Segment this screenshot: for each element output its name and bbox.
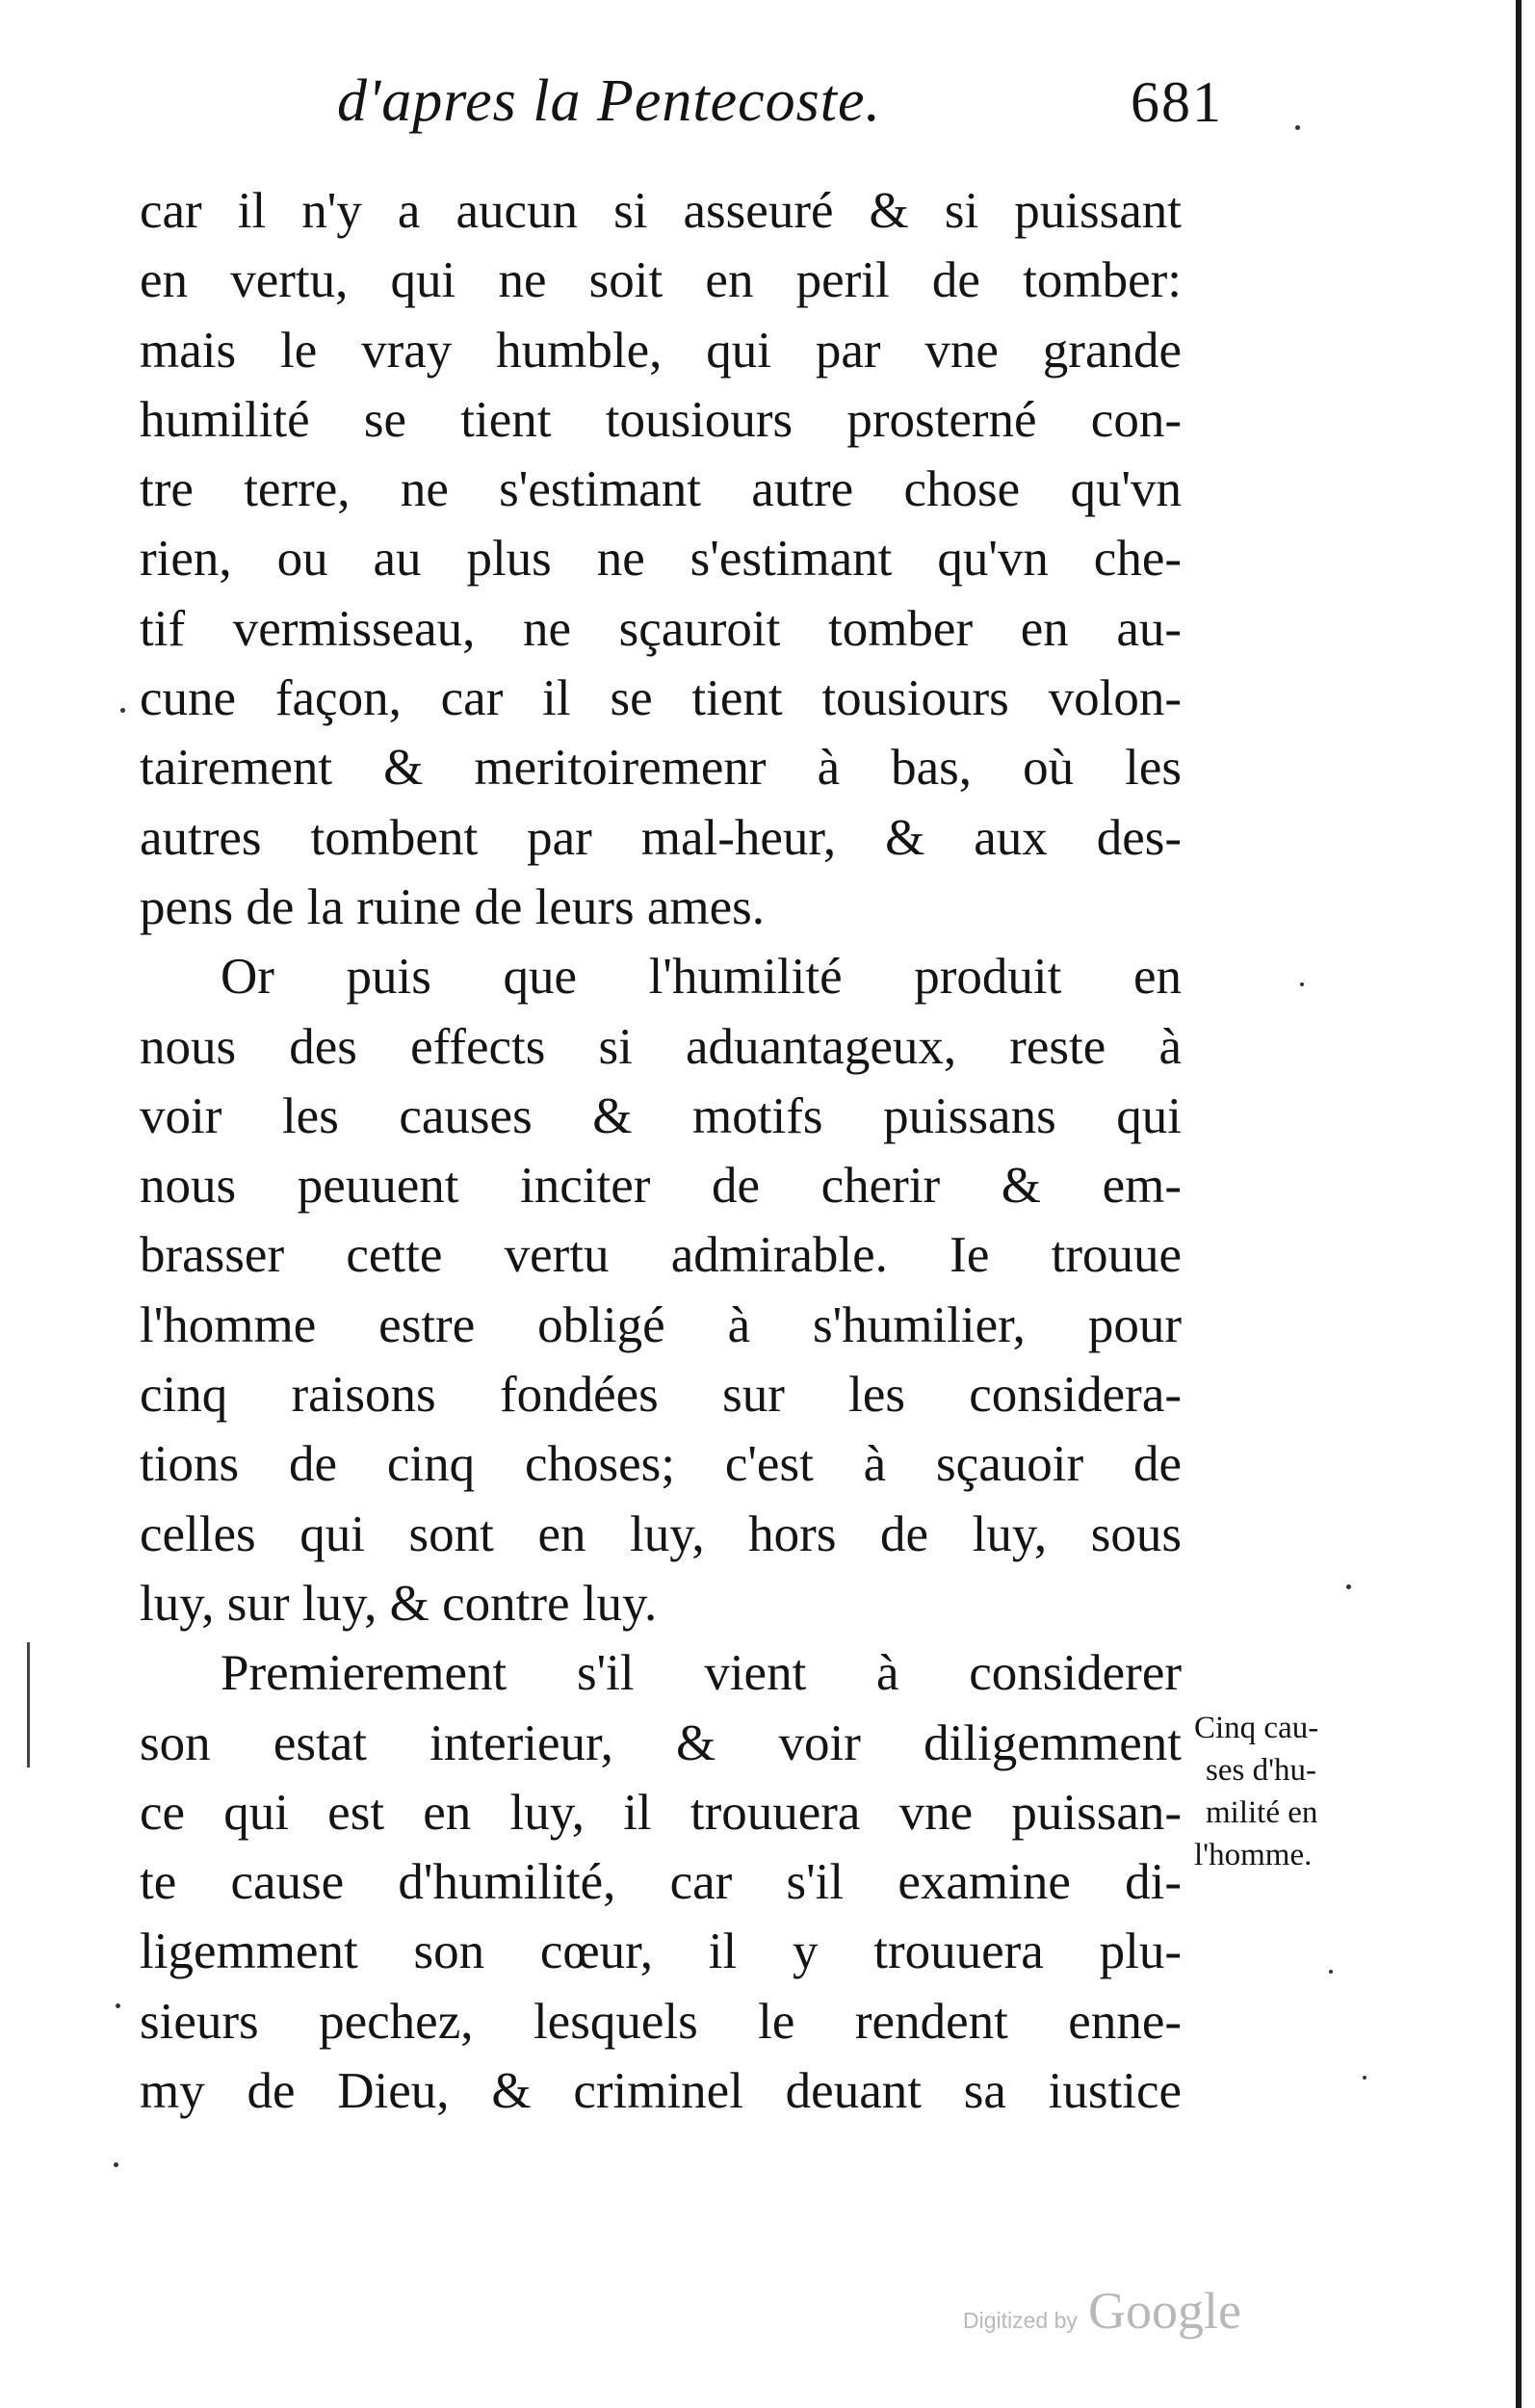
text-line: en vertu, qui ne soit en peril de tomber: [140,252,1182,309]
text-line: tairement & meritoiremenr à bas, où les [140,740,1182,797]
text-line: rien, ou au plus ne s'estimant qu'vn che- [140,531,1182,588]
text-line: tions de cinq choses; c'est à sçauoir de [140,1436,1182,1493]
page-edge-left [27,1642,30,1767]
running-title: d'apres la Pentecoste. [337,68,881,134]
text-line: sieurs pechez, lesquels le rendent enne- [140,1993,1182,2050]
margin-note-line: ses d'hu- [1206,1753,1317,1788]
text-line: celles qui sont en luy, hors de luy, sous [140,1505,1182,1562]
text-line: cune façon, car il se tient tousiours volon- [140,670,1182,727]
page-number: 681 [1131,70,1223,134]
ink-speck [1329,1970,1333,1974]
text-line: l'homme estre obligé à s'humilier, pour [140,1296,1182,1353]
text-line: pens de la ruine de leurs ames. [140,878,766,935]
text-line: ce qui est en luy, il trouuera vne puissan- [140,1784,1182,1841]
margin-note-line: l'homme. [1194,1838,1313,1872]
text-line: nous des effects si aduantageux, reste à [140,1018,1182,1075]
margin-note-line: milité en [1206,1795,1318,1830]
text-line: luy, sur luy, & contre luy. [140,1575,658,1632]
ink-speck [1363,2076,1366,2080]
text-line: nous peuuent inciter de cherir & em- [140,1158,1182,1215]
margin-note [1194,1707,1396,1876]
text-line: brasser cette vertu admirable. Ie trouue [140,1227,1182,1284]
ink-speck [114,2162,118,2167]
digitized-by-google-watermark [963,2281,1241,2348]
ink-speck [120,708,125,713]
ink-speck [1295,125,1300,130]
text-line: autres tombent par mal-heur, & aux des- [140,809,1182,866]
text-line: tre terre, ne s'estimant autre chose qu'vn [140,461,1182,518]
watermark-prefix: Digitized by [963,2308,1078,2333]
ink-speck [1300,982,1304,986]
page-edge [1516,0,1522,2408]
text-line: ligemment son cœur, il y trouuera plu- [140,1924,1182,1980]
ink-speck [1346,1584,1351,1589]
ink-speck [116,2003,120,2008]
text-line: Premierement s'il vient à considerer [221,1645,1182,1702]
text-line: son estat interieur, & voir diligemment [140,1714,1182,1771]
google-logo: Google [1087,2282,1241,2340]
text-line: my de Dieu, & criminel deuant sa iustice [140,2063,1182,2120]
text-line: car il n'y a aucun si asseuré & si puissant [140,183,1182,239]
text-line: cinq raisons fondées sur les considera- [140,1367,1182,1424]
text-line: voir les causes & motifs puissans qui [140,1087,1182,1144]
text-line: mais le vray humble, qui par vne grande [140,322,1182,379]
body-text [140,176,1182,2126]
text-line: Or puis que l'humilité produit en [221,949,1182,1006]
text-line: tif vermisseau, ne sçauroit tomber en au- [140,600,1182,657]
text-line: humilité se tient tousiours prosterné con- [140,391,1182,448]
text-line: te cause d'humilité, car s'il examine di- [140,1854,1182,1911]
margin-note-line: Cinq cau- [1194,1711,1319,1745]
running-head [318,67,1223,154]
